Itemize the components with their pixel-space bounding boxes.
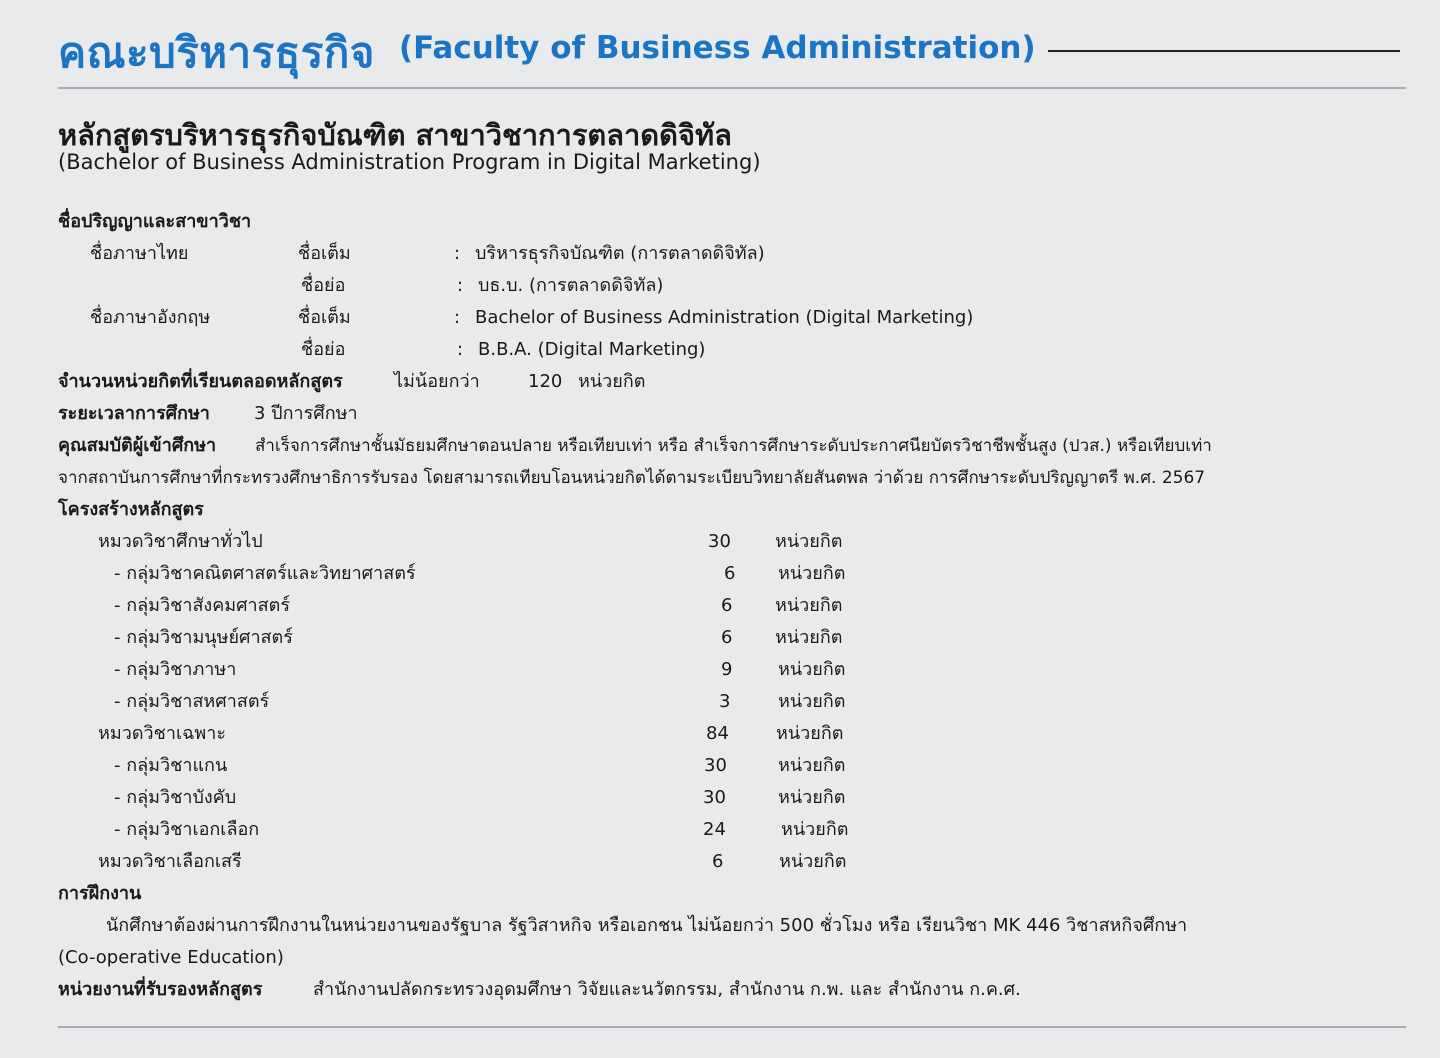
- program-subtitle: (Bachelor of Business Administration Program in Digital Marketing): [58, 150, 761, 174]
- faculty-name-thai: คณะบริหารธุรกิจ: [58, 28, 375, 77]
- faculty-name-english: (Faculty of Business Administration): [398, 30, 1036, 66]
- structure-row-credits: 24: [703, 819, 726, 840]
- structure-row-credits: 84: [706, 723, 729, 744]
- structure-row-label: หมวดวิชาเลือกเสรี: [98, 851, 242, 872]
- total-credits-unit: หน่วยกิต: [578, 371, 646, 392]
- top-divider: [58, 87, 1406, 89]
- english-name-label: ชื่อภาษาอังกฤษ: [90, 307, 211, 328]
- structure-row-label: หมวดวิชาเฉพาะ: [98, 723, 227, 744]
- structure-row-label: - กลุ่มวิชามนุษย์ศาสตร์: [114, 627, 293, 648]
- abbr-name-label: ชื่อย่อ: [301, 339, 346, 360]
- structure-row-credits: 9: [721, 659, 733, 680]
- structure-row-label: - กลุ่มวิชาสหศาสตร์: [114, 691, 270, 712]
- abbr-name-label: ชื่อย่อ: [301, 275, 346, 296]
- structure-row-credits: 6: [721, 595, 733, 616]
- structure-row-label: - กลุ่มวิชาบังคับ: [114, 787, 237, 808]
- program-title: หลักสูตรบริหารธุรกิจบัณฑิต สาขาวิชาการตลาดดิจิทัล: [58, 118, 732, 152]
- structure-row-unit: หน่วยกิต: [775, 595, 843, 616]
- english-full-name: Bachelor of Business Administration (Digital Marketing): [475, 307, 974, 328]
- admission-text-line1: สำเร็จการศึกษาชั้นมัธยมศึกษาตอนปลาย หรือเทียบเท่า หรือ สำเร็จการศึกษาระดับประกาศนียบัตรวิชาชีพชั้นสูง (ปวส.) หรือเทียบเท่า: [255, 436, 1212, 456]
- structure-row-label: - กลุ่มวิชาแกน: [114, 755, 228, 776]
- structure-row-unit: หน่วยกิต: [778, 691, 846, 712]
- structure-row-label: - กลุ่มวิชาภาษา: [114, 659, 237, 680]
- structure-row-unit: หน่วยกิต: [781, 819, 849, 840]
- degree-heading: ชื่อปริญญาและสาขาวิชา: [58, 211, 252, 232]
- structure-row-credits: 6: [724, 563, 736, 584]
- english-abbr-name: B.B.A. (Digital Marketing): [478, 339, 706, 360]
- thai-abbr-name: บธ.บ. (การตลาดดิจิทัล): [478, 275, 664, 296]
- structure-row-unit: หน่วยกิต: [775, 627, 843, 648]
- duration-value: 3 ปีการศึกษา: [254, 403, 358, 424]
- structure-row-unit: หน่วยกิต: [778, 755, 846, 776]
- thai-name-label: ชื่อภาษาไทย: [90, 243, 189, 264]
- structure-row-label: - กลุ่มวิชาคณิตศาสตร์และวิทยาศาสตร์: [114, 563, 416, 584]
- structure-row-unit: หน่วยกิต: [779, 851, 847, 872]
- total-credits-value: 120: [528, 371, 563, 392]
- structure-row-credits: 30: [708, 531, 731, 552]
- structure-row-credits: 30: [704, 755, 727, 776]
- structure-row-credits: 3: [719, 691, 731, 712]
- faculty-header: [58, 18, 1400, 84]
- structure-row-label: - กลุ่มวิชาเอกเลือก: [114, 819, 260, 840]
- admission-label: คุณสมบัติผู้เข้าศึกษา: [58, 435, 217, 456]
- total-credits-prefix: ไม่น้อยกว่า: [394, 371, 480, 392]
- structure-row-unit: หน่วยกิต: [775, 531, 843, 552]
- header-divider: [1048, 50, 1400, 52]
- structure-row-unit: หน่วยกิต: [778, 787, 846, 808]
- internship-text-line2: (Co-operative Education): [58, 947, 284, 968]
- accreditation-label: หน่วยงานที่รับรองหลักสูตร: [58, 979, 263, 1000]
- bottom-divider: [58, 1026, 1406, 1028]
- structure-row-credits: 30: [703, 787, 726, 808]
- structure-row-unit: หน่วยกิต: [776, 723, 844, 744]
- structure-row-unit: หน่วยกิต: [778, 563, 846, 584]
- accreditation-value: สำนักงานปลัดกระทรวงอุดมศึกษา วิจัยและนวัตกรรม, สำนักงาน ก.พ. และ สำนักงาน ก.ค.ศ.: [313, 979, 1021, 1000]
- internship-heading: การฝึกงาน: [58, 883, 142, 904]
- colon: :: [457, 339, 464, 360]
- admission-text-line2: จากสถาบันการศึกษาที่กระทรวงศึกษาธิการรับรอง โดยสามารถเทียบโอนหน่วยกิตได้ตามระเบียบวิทยาลัยสันตพล ว่าด้วย การศึกษาระดับปริญญาตรี พ.ศ. 2567: [58, 468, 1206, 488]
- duration-label: ระยะเวลาการศึกษา: [58, 403, 210, 424]
- structure-heading: โครงสร้างหลักสูตร: [58, 499, 204, 520]
- colon: :: [457, 275, 464, 296]
- internship-text-line1: นักศึกษาต้องผ่านการฝึกงานในหน่วยงานของรัฐบาล รัฐวิสาหกิจ หรือเอกชน ไม่น้อยกว่า 500 ชั่วโมง หรือ เรียนวิชา MK 446 วิชาสหกิจศึกษา: [106, 915, 1188, 936]
- structure-row-label: - กลุ่มวิชาสังคมศาสตร์: [114, 595, 291, 616]
- full-name-label: ชื่อเต็ม: [298, 243, 351, 264]
- structure-row-credits: 6: [712, 851, 724, 872]
- full-name-label: ชื่อเต็ม: [298, 307, 351, 328]
- thai-full-name: บริหารธุรกิจบัณฑิต (การตลาดดิจิทัล): [475, 243, 765, 264]
- colon: :: [454, 243, 461, 264]
- structure-row-label: หมวดวิชาศึกษาทั่วไป: [98, 531, 263, 552]
- colon: :: [454, 307, 461, 328]
- total-credits-label: จำนวนหน่วยกิตที่เรียนตลอดหลักสูตร: [58, 371, 343, 392]
- structure-row-unit: หน่วยกิต: [778, 659, 846, 680]
- structure-row-credits: 6: [721, 627, 733, 648]
